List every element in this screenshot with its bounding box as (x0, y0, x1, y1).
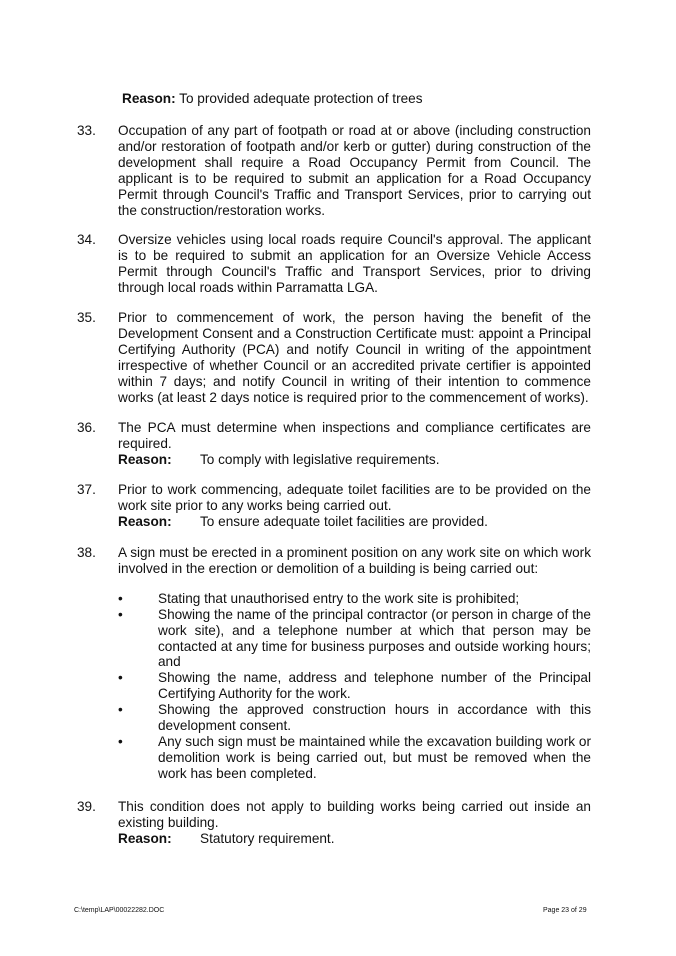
bullet-text: Stating that unauthorised entry to the work site is prohibited; (158, 590, 520, 606)
condition-text: Prior to commencement of work, the person having the benefit of the Development Consent and a Construction Certificate must: appoint a Principal Certifying Authority (PCA) and notify Council in writing of the appointment irrespective of whether Council or an accredited private certifier is appointed within 7 days; and notify Council in writing of their intention to commence works (at least 2 days notice is required prior to the commencement of works). (118, 310, 591, 405)
reason-label: Reason: (118, 513, 172, 529)
footer-file-path: C:\temp\LAP\00022282.DOC (74, 907, 165, 914)
condition-38 (77, 545, 591, 782)
condition-37 (77, 482, 591, 530)
bullet-icon: • (118, 733, 123, 749)
bullet-list (118, 591, 591, 782)
condition-39 (77, 799, 591, 847)
reason-text: To ensure adequate toilet facilities are provided. (200, 513, 488, 529)
bullet-item (118, 670, 591, 702)
bullet-text: Showing the approved construction hours in accordance with this development consent. (158, 702, 591, 734)
reason-text: Statutory requirement. (200, 830, 335, 846)
footer-page-number: Page 23 of 29 (543, 907, 587, 914)
bullet-icon: • (118, 702, 123, 718)
reason-text: To provided adequate protection of trees (175, 91, 423, 106)
bullet-text: Showing the name, address and telephone number of the Principal Certifying Authority for the work. (158, 670, 591, 702)
bullet-text: Any such sign must be maintained while the excavation building work or demolition work is being carried out, but must be removed when the work has been completed. (158, 733, 591, 781)
condition-35 (77, 310, 591, 405)
bullet-icon: • (118, 590, 123, 606)
condition-text: Oversize vehicles using local roads require Council's approval. The applicant is to be required to submit an application for an Oversize Vehicle Access Permit through Council's Traffic and Transport Services, prior to driving through local roads within Parramatta LGA. (118, 232, 591, 295)
condition-number: 34. (77, 232, 96, 247)
tree-protection-reason (122, 91, 423, 106)
condition-text: The PCA must determine when inspections and compliance certificates are required. (118, 420, 591, 451)
condition-text: Occupation of any part of footpath or road at or above (including construction and/or restoration of footpath and/or kerb or gutter) during construction of the development shall require a Road Occupancy Permit from Council. The applicant is to be required to submit an application for a Road Occupancy Permit through Council's Traffic and Transport Services, prior to carrying out the construction/restoration works. (118, 123, 591, 218)
reason-label: Reason: (118, 830, 172, 846)
reason-text: To comply with legislative requirements. (200, 451, 440, 467)
reason-label: Reason: (122, 91, 176, 106)
condition-reason (118, 514, 591, 530)
condition-33 (77, 123, 591, 218)
bullet-item (118, 734, 591, 782)
reason-label: Reason: (118, 451, 172, 467)
condition-text: A sign must be erected in a prominent position on any work site on which work involved in the erection or demolition of a building is being carried out: (118, 545, 591, 576)
condition-36 (77, 420, 591, 468)
condition-text: This condition does not apply to building works being carried out inside an existing building. (118, 799, 591, 830)
bullet-item (118, 607, 591, 671)
condition-reason (118, 831, 591, 847)
bullet-icon: • (118, 606, 123, 622)
bullet-item (118, 702, 591, 734)
condition-number: 39. (77, 799, 96, 814)
condition-number: 33. (77, 123, 96, 138)
condition-number: 37. (77, 482, 96, 497)
bullet-item (118, 591, 591, 607)
condition-text: Prior to work commencing, adequate toilet facilities are to be provided on the work site prior to any works being carried out. (118, 482, 591, 513)
condition-number: 38. (77, 545, 96, 560)
condition-34 (77, 232, 591, 296)
condition-number: 35. (77, 310, 96, 325)
bullet-text: Showing the name of the principal contractor (or person in charge of the work site), and a telephone number at which that person may be contacted at any time for business purposes and outside working hours; and (158, 606, 591, 670)
condition-number: 36. (77, 420, 96, 435)
condition-reason (118, 452, 591, 468)
bullet-icon: • (118, 670, 123, 686)
